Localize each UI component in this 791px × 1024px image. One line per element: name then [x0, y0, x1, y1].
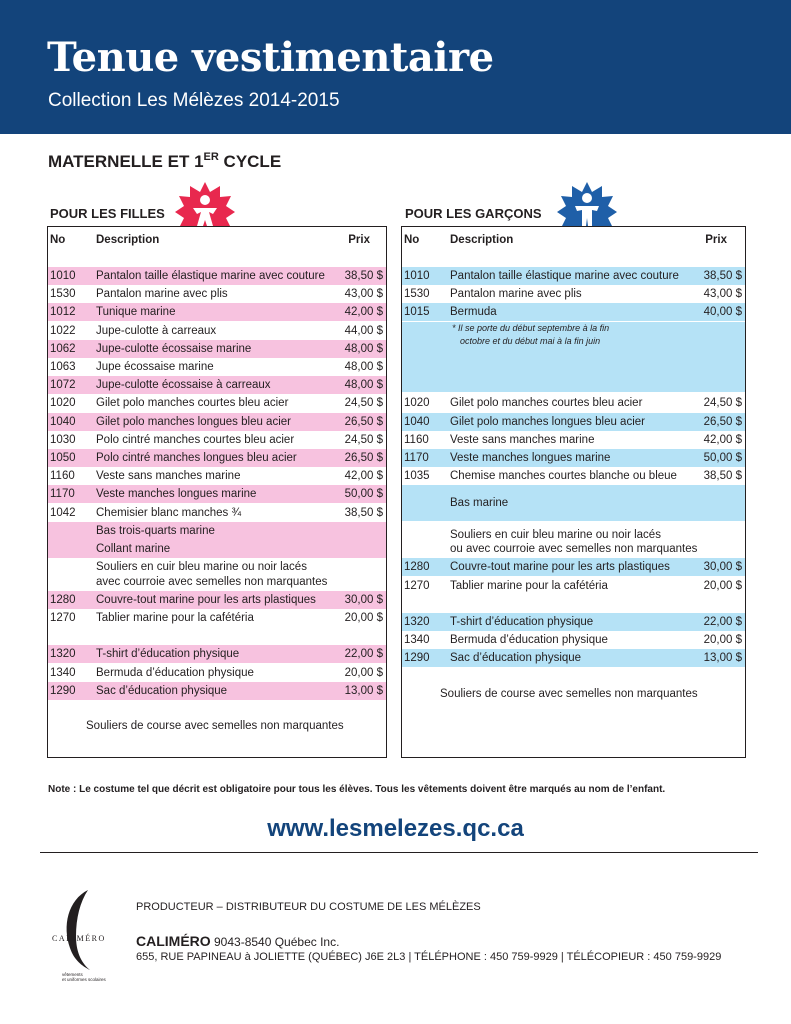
cell-desc: Pantalon taille élastique marine avec couture [450, 270, 679, 282]
cell-price: 48,00 $ [344, 342, 383, 355]
table-row [48, 413, 386, 431]
cell-no: 1012 [50, 306, 76, 319]
svg-text:et uniformes scolaires: et uniformes scolaires [62, 977, 106, 982]
table-row [48, 394, 386, 412]
table-row [48, 358, 386, 376]
cell-desc: Gilet polo manches longues bleu acier [96, 415, 291, 428]
table-row [402, 267, 745, 285]
section-title: MATERNELLE ET 1ER CYCLE [48, 151, 282, 171]
cell-desc: Veste manches longues marine [450, 452, 611, 464]
cell-no: 1063 [50, 361, 76, 373]
table-row [402, 467, 745, 485]
cell-desc: Polo cintré manches longues bleu acier [96, 452, 297, 464]
table-row [48, 376, 386, 394]
page-title: Tenue vestimentaire [47, 34, 494, 81]
cell-price: 26,50 $ [703, 415, 742, 428]
website-link[interactable]: www.lesmelezes.qc.ca [267, 815, 524, 842]
table-row [402, 631, 745, 649]
cell-no: 1042 [50, 506, 76, 519]
cell-no: 1030 [50, 433, 76, 446]
bermuda-note: * Il se porte du début septembre à la fin [452, 322, 610, 333]
bermuda-note-block [402, 322, 745, 393]
cell-desc: Sac d’éducation physique [96, 684, 228, 697]
table-row [48, 322, 386, 340]
cell-desc: Bas trois-quarts marine [96, 524, 215, 537]
cell-price: 42,00 $ [703, 433, 742, 446]
cell-price: 26,50 $ [344, 415, 383, 428]
cell-desc: Jupe-culotte écossaise à carreaux [96, 379, 271, 392]
table-row [48, 340, 386, 358]
cell-desc: Couvre-tout marine pour les arts plastiques [450, 561, 670, 574]
cell-desc: Gilet polo manches courtes bleu acier [450, 397, 643, 410]
table-row [402, 303, 745, 321]
cell-desc: Couvre-tout marine pour les arts plastiques [96, 593, 316, 606]
cell-no: 1050 [50, 452, 76, 464]
table-row [48, 467, 386, 485]
cell-desc: Sac d’éducation physique [450, 652, 582, 665]
producer-line: PRODUCTEUR – DISTRIBUTEUR DU COSTUME DE LES MÉLÈZES [136, 901, 481, 913]
cell-price: 24,50 $ [344, 397, 383, 410]
cell-desc: Veste sans manches marine [450, 433, 595, 446]
cell-no: 1340 [50, 666, 76, 679]
table-row [48, 504, 386, 522]
cell-no: 1170 [404, 452, 429, 464]
cell-no: 1280 [50, 593, 76, 606]
company-line: CALIMÉRO 9043-8540 Québec Inc. [136, 933, 340, 949]
cell-desc: Bermuda d’éducation physique [96, 666, 254, 679]
cell-no: 1270 [50, 611, 76, 624]
cell-price: 50,00 $ [703, 452, 742, 464]
cell-desc: Bas marine [450, 497, 509, 510]
table-row [48, 449, 386, 467]
cell-no: 1290 [404, 652, 430, 665]
cell-no: 1040 [404, 415, 430, 428]
boys-table [401, 226, 746, 758]
cell-desc: ou avec courroie avec semelles non marquantes [450, 543, 698, 556]
table-row [402, 485, 745, 521]
cell-desc: Pantalon marine avec plis [96, 288, 228, 301]
note-text: Note : Le costume tel que décrit est obligatoire pour tous les élèves. Tous les vêtements doivent être marqués au nom de l’enfant. [48, 784, 666, 795]
table-row [402, 577, 745, 595]
cell-price: 38,50 $ [344, 506, 383, 519]
cell-desc: Souliers de course avec semelles non marquantes [86, 719, 344, 732]
cell-desc: Bermuda [450, 306, 497, 319]
table-row [48, 664, 386, 682]
girls-heading: POUR LES FILLES [50, 206, 165, 221]
cell-no: 1160 [50, 470, 75, 483]
table-row [402, 394, 745, 412]
cell-price: 20,00 $ [703, 579, 742, 592]
table-row [48, 285, 386, 303]
cell-price: 22,00 $ [344, 648, 383, 661]
table-row [48, 303, 386, 321]
cell-no: 1320 [404, 615, 430, 628]
cell-price: 30,00 $ [344, 593, 383, 606]
cell-price: 20,00 $ [703, 634, 742, 647]
cell-desc: T-shirt d’éducation physique [450, 615, 594, 628]
table-row [48, 573, 386, 591]
cell-price: 43,00 $ [703, 288, 742, 301]
cell-desc: Polo cintré manches courtes bleu acier [96, 433, 295, 446]
page-subtitle: Collection Les Mélèzes 2014-2015 [48, 90, 340, 111]
cell-price: 20,00 $ [344, 666, 383, 679]
table-row [402, 649, 745, 667]
cell-price: 48,00 $ [344, 361, 383, 373]
cell-no: 1062 [50, 342, 76, 355]
cell-price: 24,50 $ [703, 397, 742, 410]
header-banner [0, 0, 791, 134]
cell-no: 1170 [50, 488, 75, 501]
cell-no: 1072 [50, 379, 76, 392]
table-row [48, 540, 386, 558]
cell-price: 38,50 $ [703, 470, 742, 483]
table-row [402, 540, 745, 558]
cell-no: 1530 [404, 288, 430, 301]
table-row [48, 645, 386, 663]
cell-price: 48,00 $ [344, 379, 383, 392]
address-line: 655, RUE PAPINEAU à JOLIETTE (QUÉBEC) J6E 2L3 | TÉLÉPHONE : 450 759-9929 | TÉLÉCOPIEUR : 450 759-9929 [136, 951, 722, 963]
boys-heading: POUR LES GARÇONS [405, 206, 542, 221]
cell-desc: Tablier marine pour la cafétéria [96, 611, 254, 624]
cell-desc: Bermuda d’éducation physique [450, 634, 608, 647]
table-row [402, 613, 745, 631]
cell-desc: Souliers de course avec semelles non marquantes [440, 687, 698, 700]
cell-no: 1340 [404, 634, 430, 647]
cell-no: 1040 [50, 415, 76, 428]
cell-desc: Chemise manches courtes blanche ou bleue [450, 470, 677, 483]
table-row [402, 285, 745, 303]
cell-desc: Jupe-culotte à carreaux [96, 324, 217, 337]
cell-price: 20,00 $ [344, 611, 383, 624]
svg-text:CALIMÉRO: CALIMÉRO [52, 934, 106, 943]
table-row [402, 558, 745, 576]
divider [40, 852, 758, 853]
cell-price: 13,00 $ [703, 652, 742, 665]
cell-no: 1320 [50, 648, 76, 661]
cell-desc: Jupe écossaise marine [96, 361, 214, 373]
cell-price: 50,00 $ [344, 488, 383, 501]
cell-price: 24,50 $ [344, 433, 383, 446]
table-row [48, 485, 386, 503]
cell-price: 22,00 $ [703, 615, 742, 628]
cell-desc: Chemisier blanc manches ¾ [96, 506, 242, 519]
table-header: No Description Prix [404, 234, 727, 246]
cell-desc: Souliers en cuir bleu marine ou noir lacés [96, 561, 307, 574]
bermuda-note: octobre et du début mai à la fin juin [460, 335, 601, 346]
svg-text:vêtements: vêtements [62, 972, 83, 977]
cell-desc: T-shirt d’éducation physique [96, 648, 240, 661]
cell-price: 42,00 $ [344, 306, 383, 319]
cell-price: 43,00 $ [344, 288, 383, 301]
table-row [48, 682, 386, 700]
cell-price: 40,00 $ [703, 306, 742, 319]
table-row [48, 609, 386, 627]
cell-desc: Jupe-culotte écossaise marine [96, 342, 252, 355]
table-row [402, 413, 745, 431]
table-row [48, 431, 386, 449]
cell-price: 30,00 $ [703, 561, 742, 574]
cell-no: 1010 [404, 270, 430, 282]
cell-desc: Souliers en cuir bleu marine ou noir lacés [450, 528, 661, 541]
cell-no: 1020 [404, 397, 430, 410]
cell-price: 13,00 $ [344, 684, 383, 697]
table-row [48, 591, 386, 609]
cell-no: 1010 [50, 270, 76, 282]
cell-desc: Collant marine [96, 543, 171, 555]
cell-desc: Gilet polo manches longues bleu acier [450, 415, 645, 428]
table-row [48, 717, 386, 735]
table-row [402, 431, 745, 449]
girls-table [47, 226, 387, 758]
cell-price: 42,00 $ [344, 470, 383, 483]
calimero-logo [48, 886, 118, 986]
table-row [48, 267, 386, 285]
cell-desc: Tunique marine [96, 306, 176, 319]
table-row [402, 449, 745, 467]
cell-price: 26,50 $ [344, 452, 383, 464]
cell-no: 1280 [404, 561, 430, 574]
cell-price: 38,50 $ [344, 270, 383, 282]
cell-desc: Tablier marine pour la cafétéria [450, 579, 608, 592]
cell-desc: Gilet polo manches courtes bleu acier [96, 397, 289, 410]
cell-desc: Pantalon marine avec plis [450, 288, 582, 301]
cell-desc: Pantalon taille élastique marine avec couture [96, 270, 325, 282]
table-header: No Description Prix [50, 234, 370, 246]
table-row [402, 685, 745, 703]
cell-no: 1022 [50, 324, 76, 337]
cell-no: 1160 [404, 433, 429, 446]
cell-no: 1035 [404, 470, 430, 483]
cell-no: 1290 [50, 684, 76, 697]
cell-no: 1530 [50, 288, 76, 301]
cell-no: 1015 [404, 306, 430, 319]
table-row [48, 522, 386, 540]
cell-desc: Veste sans manches marine [96, 470, 241, 483]
cell-no: 1020 [50, 397, 76, 410]
cell-no: 1270 [404, 579, 430, 592]
cell-desc: Veste manches longues marine [96, 488, 257, 501]
cell-price: 38,50 $ [703, 270, 742, 282]
cell-price: 44,00 $ [344, 324, 383, 337]
cell-desc: avec courroie avec semelles non marquantes [96, 575, 328, 588]
